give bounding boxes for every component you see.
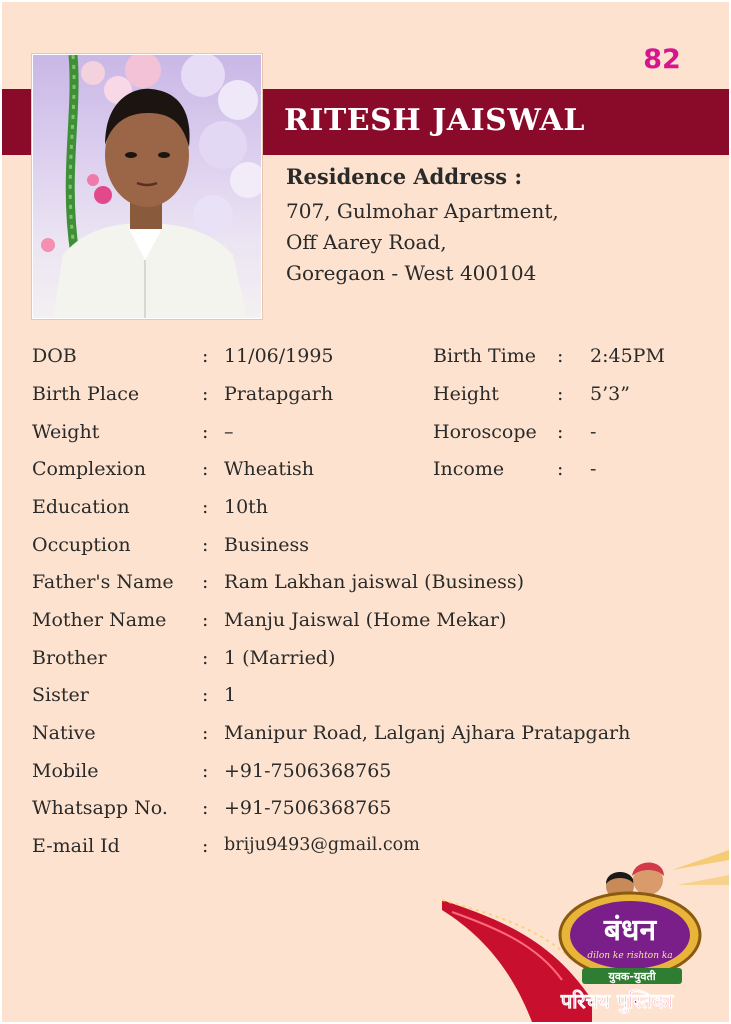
profile-photo	[32, 54, 262, 319]
biodata-card	[2, 2, 729, 1022]
side-detail-value: 5’3”	[590, 383, 630, 405]
detail-label: Sister	[32, 684, 89, 706]
detail-label: Father's Name	[32, 571, 174, 593]
detail-separator: :	[202, 383, 209, 405]
detail-label: Weight	[32, 421, 100, 443]
address-line: 707, Gulmohar Apartment,	[286, 199, 559, 223]
detail-label: Native	[32, 722, 96, 744]
detail-separator: :	[202, 534, 209, 556]
detail-separator: :	[202, 609, 209, 631]
detail-separator: :	[202, 647, 209, 669]
address-line: Goregaon - West 400104	[286, 261, 537, 285]
detail-value: 1 (Married)	[224, 647, 336, 669]
detail-value: 10th	[224, 496, 269, 518]
side-detail-separator: :	[557, 383, 564, 405]
logo-title: बंधन	[603, 913, 657, 948]
detail-value: 1	[224, 684, 237, 706]
side-detail-value: -	[590, 421, 597, 443]
detail-separator: :	[202, 760, 209, 782]
logo-ribbon: युवक-युवती	[608, 970, 656, 983]
bandhan-emblem-icon	[442, 850, 729, 1022]
detail-separator: :	[202, 496, 209, 518]
detail-label: Occuption	[32, 534, 131, 556]
side-detail-label: Height	[433, 383, 499, 405]
detail-label: Whatsapp No.	[32, 797, 168, 819]
candidate-name: RITESH JAISWAL	[284, 103, 585, 138]
detail-value: Ram Lakhan jaiswal (Business)	[224, 571, 525, 593]
detail-separator: :	[202, 345, 209, 367]
detail-value: briju9493@gmail.com	[224, 835, 420, 855]
detail-separator: :	[202, 835, 209, 857]
detail-label: Brother	[32, 647, 107, 669]
detail-separator: :	[202, 458, 209, 480]
page-number: 82	[643, 44, 681, 75]
side-detail-value: -	[590, 458, 597, 480]
detail-value: Manju Jaiswal (Home Mekar)	[224, 609, 507, 631]
detail-label: Education	[32, 496, 130, 518]
detail-label: Complexion	[32, 458, 146, 480]
side-detail-label: Birth Time	[433, 345, 537, 367]
address-label: Residence Address :	[286, 164, 523, 189]
detail-value: Manipur Road, Lalganj Ajhara Pratapgarh	[224, 722, 631, 744]
detail-value: Business	[224, 534, 310, 556]
logo-bottom: परिचय पुस्तिका	[560, 989, 674, 1013]
bandhan-logo	[442, 850, 729, 1022]
detail-label: DOB	[32, 345, 77, 367]
detail-separator: :	[202, 684, 209, 706]
side-detail-label: Income	[433, 458, 505, 480]
detail-value: Wheatish	[224, 458, 315, 480]
detail-separator: :	[202, 722, 209, 744]
address-line: Off Aarey Road,	[286, 230, 447, 254]
logo-tagline: dilon ke rishton ka	[587, 951, 673, 961]
detail-separator: :	[202, 571, 209, 593]
detail-separator: :	[202, 421, 209, 443]
detail-label: Birth Place	[32, 383, 140, 405]
side-detail-separator: :	[557, 421, 564, 443]
detail-label: Mobile	[32, 760, 99, 782]
side-detail-value: 2:45PM	[590, 345, 665, 367]
side-detail-separator: :	[557, 458, 564, 480]
detail-label: E-mail Id	[32, 835, 120, 857]
detail-value: +91-7506368765	[224, 760, 392, 782]
detail-value: Pratapgarh	[224, 383, 334, 405]
detail-value: 11/06/1995	[224, 345, 334, 367]
detail-value: –	[224, 421, 234, 443]
detail-separator: :	[202, 797, 209, 819]
side-detail-label: Horoscope	[433, 421, 537, 443]
detail-value: +91-7506368765	[224, 797, 392, 819]
side-detail-separator: :	[557, 345, 564, 367]
detail-label: Mother Name	[32, 609, 167, 631]
person-photo-icon	[33, 55, 261, 318]
